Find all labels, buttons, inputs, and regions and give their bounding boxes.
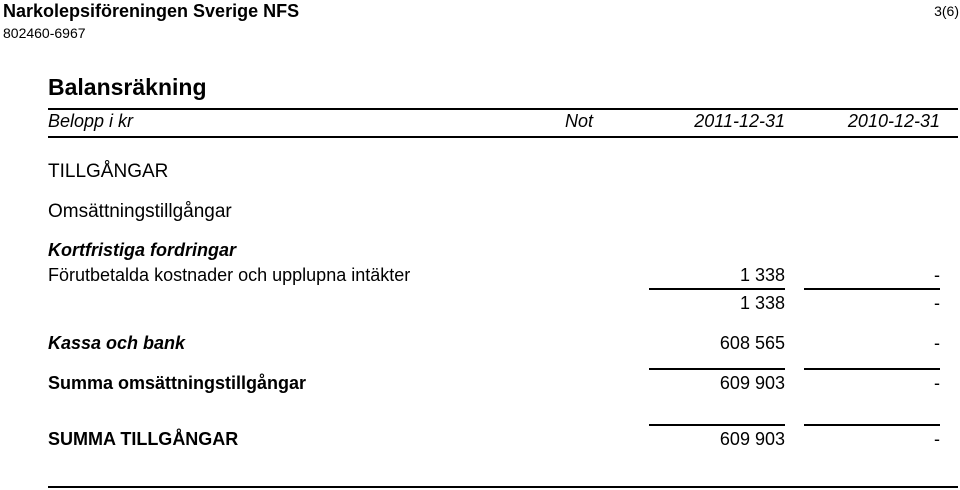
organization-number: 802460-6967 (3, 25, 86, 41)
page-bottom-rule (48, 486, 958, 488)
total-assets-rule-current (649, 424, 785, 426)
row-label-total-current-assets: Summa omsättningstillgångar (48, 373, 307, 393)
section-assets: TILLGÅNGAR (48, 161, 169, 182)
row-label-prepaid-expenses: Förutbetalda kostnader och upplupna intäkter (48, 265, 411, 285)
row-label-cash-and-bank: Kassa och bank (48, 333, 186, 353)
section-short-term-receivables: Kortfristiga fordringar (48, 240, 237, 260)
total-assets-rule-previous (804, 424, 940, 426)
row-value-previous: - (934, 265, 940, 285)
column-header-previous-year: 2010-12-31 (847, 111, 940, 131)
column-header-note: Not (565, 111, 594, 131)
organization-name: Narkolepsiföreningen Sverige NFS (3, 1, 300, 21)
row-value-current: 1 338 (739, 265, 785, 285)
section-current-assets: Omsättningstillgångar (48, 201, 232, 222)
header-top-rule (48, 108, 958, 110)
row-label-total-assets: SUMMA TILLGÅNGAR (48, 429, 239, 449)
total-current-assets-rule-previous (804, 368, 940, 370)
column-header-amount: Belopp i kr (48, 111, 134, 131)
total-current-assets-previous: - (934, 373, 940, 393)
column-header-current-year: 2011-12-31 (694, 111, 785, 131)
total-current-assets-rule-current (649, 368, 785, 370)
subtotal-rule-current (649, 288, 785, 290)
subtotal-rule-previous (804, 288, 940, 290)
subtotal-receivables-previous: - (934, 293, 940, 313)
page-title: Balansräkning (48, 74, 207, 100)
total-assets-previous: - (934, 429, 940, 449)
total-assets-current: 609 903 (719, 429, 785, 449)
page-number: 3(6) (934, 3, 959, 19)
cash-and-bank-previous: - (934, 333, 940, 353)
subtotal-receivables-current: 1 338 (739, 293, 785, 313)
cash-and-bank-current: 608 565 (719, 333, 785, 353)
header-bottom-rule (48, 136, 958, 138)
total-current-assets-current: 609 903 (719, 373, 785, 393)
